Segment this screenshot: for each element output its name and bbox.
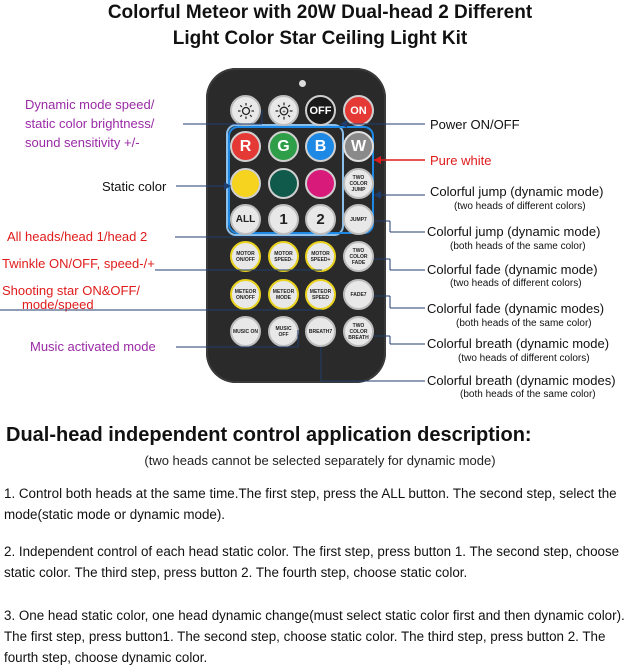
meteor-onoff-label: METEOR ON/OFF	[234, 288, 257, 301]
label-power: Power ON/OFF	[430, 117, 520, 132]
music-off-label: MUSIC OFF	[275, 325, 292, 338]
label-jump-same-sub: (both heads of the same color)	[450, 241, 586, 252]
label-fade-diff-sub: (two heads of different colors)	[450, 278, 582, 289]
label-fade-same-sub: (both heads of the same color)	[456, 318, 592, 329]
label-static-color: Static color	[102, 179, 167, 194]
head-1-label: 1	[279, 211, 288, 228]
label-dynamic-speed-1: Dynamic mode speed/	[25, 97, 155, 112]
title-line-2: Light Color Star Ceiling Light Kit	[172, 28, 468, 49]
label-dynamic-speed-3: sound sensitivity +/-	[25, 135, 140, 150]
white-label: W	[350, 137, 367, 155]
label-breath-same-sub: (both heads of the same color)	[460, 389, 596, 400]
meteor-speed-label: METEOR SPEED	[309, 288, 332, 301]
paragraph-3: 3. One head static color, one head dynamic change(must select static color first and then dynamic color). The first step, press button1. The second step, choose static color. The third step, press button 2. The fourth step, choose dynamic color.	[4, 608, 625, 665]
label-shooting-2: mode/speed	[22, 297, 94, 312]
jump7-label: JUMP7	[350, 216, 367, 223]
power-off-label: OFF	[309, 104, 332, 117]
head-2-label: 2	[316, 211, 325, 228]
section-title: Dual-head independent control application description:	[6, 424, 532, 446]
red-label: R	[239, 137, 252, 155]
label-jump-same: Colorful jump (dynamic mode)	[427, 224, 601, 239]
label-jump-diff: Colorful jump (dynamic mode)	[430, 184, 604, 199]
motor-onoff-label: MOTOR ON/OFF	[236, 250, 255, 263]
label-breath-diff: Colorful breath (dynamic mode)	[427, 336, 610, 351]
section-subtitle: (two heads cannot be selected separately for dynamic mode)	[144, 453, 496, 468]
label-music: Music activated mode	[30, 339, 156, 354]
two-color-jump-label: TWO COLOR JUMP	[349, 174, 368, 193]
music-on-label: MUSIC ON	[233, 328, 258, 335]
motor-speed-plus-label: MOTOR SPEED+	[310, 250, 331, 263]
label-shooting-1: Shooting star ON&OFF/	[2, 283, 140, 298]
fade7-label: FADE7	[350, 291, 367, 298]
label-fade-same: Colorful fade (dynamic modes)	[427, 301, 605, 316]
green-label: G	[277, 137, 290, 155]
all-label: ALL	[235, 214, 256, 225]
label-pure-white: Pure white	[430, 153, 492, 168]
label-all-heads: All heads/head 1/head 2	[7, 229, 148, 244]
label-twinkle: Twinkle ON/OFF, speed-/+	[2, 256, 155, 271]
two-color-fade-label: TWO COLOR FADE	[349, 247, 368, 266]
blue-label: B	[314, 137, 327, 155]
motor-speed-minus-label: MOTOR SPEED-	[274, 250, 293, 263]
paragraph-2: 2. Independent control of each head static color. The first step, press button 1. The second step, choose static color. The third step, press button 2. The fourth step, choose static color.	[4, 544, 620, 580]
label-breath-diff-sub: (two heads of different colors)	[458, 353, 590, 364]
label-jump-diff-sub: (two heads of different colors)	[454, 201, 586, 212]
label-fade-diff: Colorful fade (dynamic mode)	[427, 262, 598, 277]
paragraph-1: 1. Control both heads at the same time.The first step, press the ALL button. The second step, select the mode(static mode or dynamic mode).	[4, 486, 617, 522]
power-on-label: ON	[350, 104, 367, 117]
label-breath-same: Colorful breath (dynamic modes)	[427, 373, 616, 388]
title-line-1: Colorful Meteor with 20W Dual-head 2 Different	[107, 2, 533, 23]
breath7-label: BREATH7	[308, 328, 333, 335]
meteor-mode-label: METEOR MODE	[272, 288, 295, 301]
label-dynamic-speed-2: static color brightness/	[25, 116, 155, 131]
two-color-breath-label: TWO COLOR BREATH	[348, 322, 369, 341]
svg-text:+: +	[281, 108, 286, 115]
